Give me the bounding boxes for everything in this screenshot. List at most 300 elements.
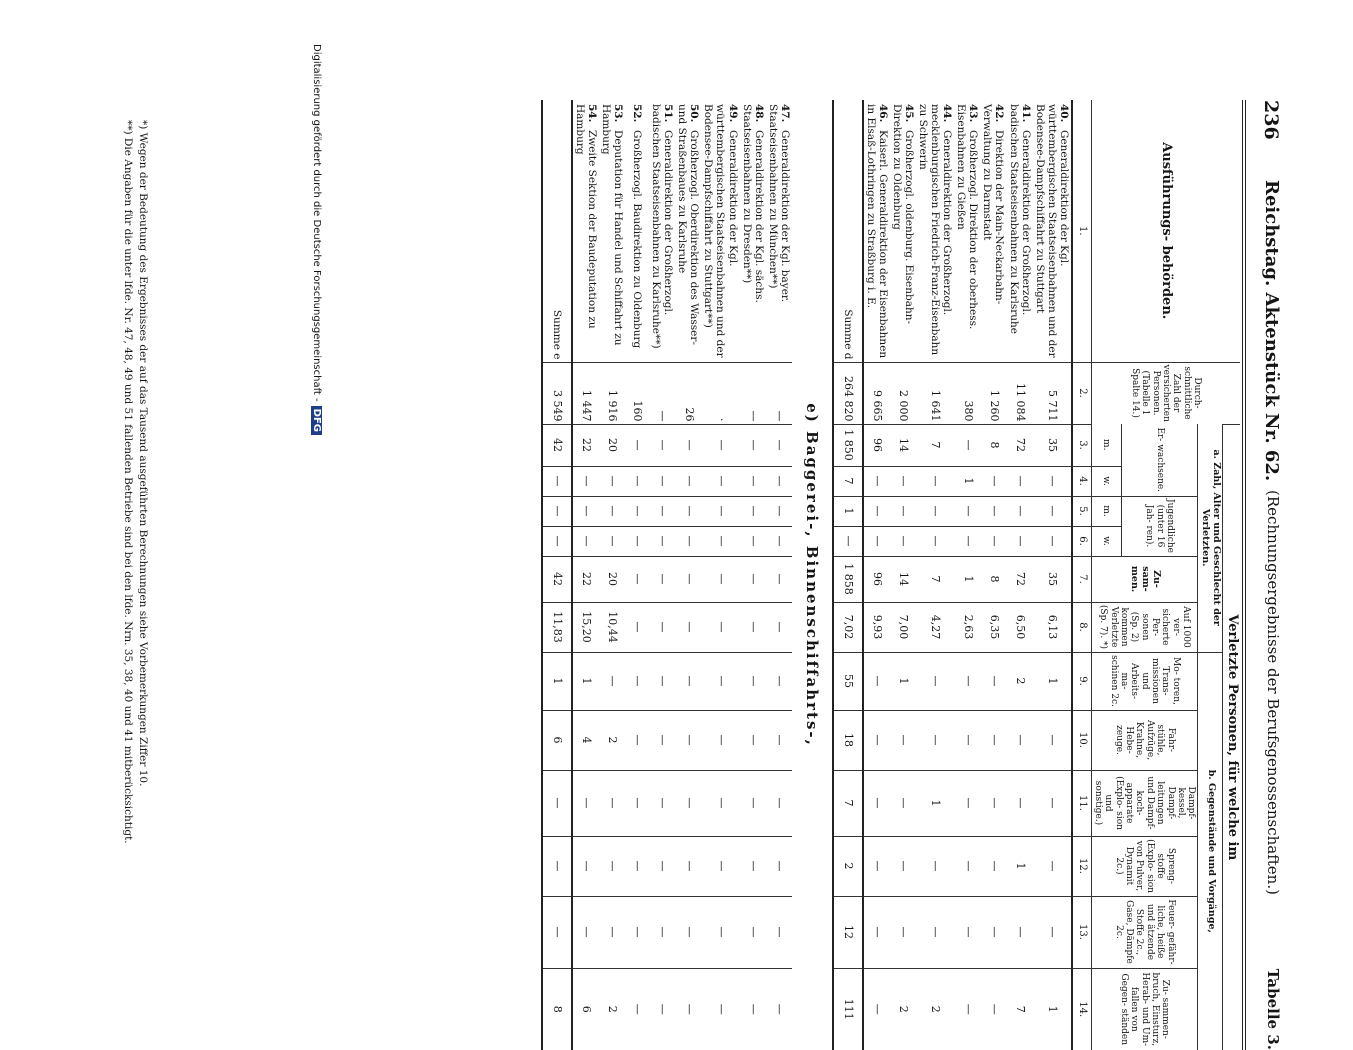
- cell-col-5: —: [766, 496, 792, 526]
- cell-col-5: 1: [833, 496, 863, 526]
- row-title: Direktion der Main-Neckarbahn-Verwaltung zu Darmstadt: [981, 104, 1006, 305]
- cell-col-14: —: [954, 968, 980, 1050]
- cell-col-13: —: [701, 896, 739, 968]
- cell-col-7: 22: [572, 556, 599, 602]
- cell-col-7: —: [649, 556, 675, 602]
- cell-col-12: —: [916, 836, 954, 896]
- cell-col-6: —: [542, 526, 572, 556]
- row-label: [1033, 100, 1072, 362]
- cell-col-9: —: [916, 652, 954, 710]
- column-number: 9.: [1072, 652, 1092, 710]
- cell-col-7: 20: [599, 556, 625, 602]
- cell-col-4: —: [649, 466, 675, 496]
- row-title: Summe e: [550, 309, 563, 360]
- cell-col-12: —: [1033, 836, 1072, 896]
- cell-col-10: —: [740, 710, 766, 770]
- row-label: [572, 100, 599, 362]
- cell-col-10: —: [625, 710, 649, 770]
- cell-col-14: 7: [1006, 968, 1032, 1050]
- cell-col-6: —: [740, 526, 766, 556]
- row-number: 44.: [941, 104, 954, 123]
- cell-col-14: —: [649, 968, 675, 1050]
- header-boilers: Dampf- kessel, Dampf- leitungen und Dampf- koch- apparate (Explo- sion und sonstige.): [1091, 770, 1197, 836]
- page-header: [1250, 100, 1286, 1050]
- cell-col-5: —: [701, 496, 739, 526]
- column-number: 14.: [1072, 968, 1092, 1050]
- sum-label: [833, 100, 863, 362]
- cell-col-10: —: [701, 710, 739, 770]
- cell-col-10: —: [675, 710, 701, 770]
- cell-col-9: —: [599, 652, 625, 710]
- cell-col-8: 15,20: [572, 602, 599, 652]
- table-row: [954, 100, 980, 1050]
- cell-col-11: —: [1033, 770, 1072, 836]
- cell-col-11: —: [740, 770, 766, 836]
- row-number: 50.: [688, 104, 701, 123]
- cell-col-14: 8: [542, 968, 572, 1050]
- cell-col-11: —: [625, 770, 649, 836]
- cell-col-12: —: [766, 836, 792, 896]
- cell-col-6: —: [1006, 526, 1032, 556]
- cell-col-10: 18: [833, 710, 863, 770]
- cell-col-2: 380: [954, 362, 980, 424]
- cell-col-10: —: [649, 710, 675, 770]
- row-number: 40.: [1057, 104, 1070, 123]
- row-number: 41.: [1019, 104, 1032, 123]
- row-label: [954, 100, 980, 362]
- header-hazardous: Feuer- gefähr- liche, heiße und ätzende Stoffe 2c., Gase, Dämpfe 2c.: [1091, 896, 1197, 968]
- footnote-2: **) Die Angaben für die unter lfde. Nr. 47, 48, 49 und 51 fallenden Betriebe sind bei den lfde. Nrn. 35, 38, 40 und 41 mitberücksichtigt.: [122, 120, 135, 844]
- cell-col-2: 5 711: [1033, 362, 1072, 424]
- page-number: 236: [1260, 100, 1282, 140]
- cell-col-2: —: [740, 362, 766, 424]
- cell-col-8: 2,63: [954, 602, 980, 652]
- row-title: Kaiserl. Generaldirektion der Eisenbahnen in Elsaß-Lothringen zu Straßburg i. E.: [864, 104, 889, 359]
- column-number: 3.: [1072, 424, 1092, 466]
- cell-col-2: 1 641: [916, 362, 954, 424]
- cell-col-4: —: [1006, 466, 1032, 496]
- cell-col-2: 3 549: [542, 362, 572, 424]
- cell-col-2: 160: [625, 362, 649, 424]
- row-title: Generaldirektion der Großherzogl. mecklenburgischen Friedrich-Franz-Eisenbahn zu Schwerin: [917, 104, 954, 356]
- table-label: Tabelle 3.: [1264, 968, 1282, 1050]
- row-label: [649, 100, 675, 362]
- cell-col-9: —: [740, 652, 766, 710]
- cell-col-2: —: [649, 362, 675, 424]
- cell-col-3: 35: [1033, 424, 1072, 466]
- table-row: [1006, 100, 1032, 1050]
- cell-col-11: —: [572, 770, 599, 836]
- header-adults: Er- wachsene.: [1121, 424, 1197, 496]
- cell-col-13: 12: [833, 896, 863, 968]
- cell-col-7: —: [701, 556, 739, 602]
- row-label: [890, 100, 916, 362]
- cell-col-10: —: [1033, 710, 1072, 770]
- cell-col-8: —: [701, 602, 739, 652]
- cell-col-5: —: [954, 496, 980, 526]
- cell-col-6: —: [833, 526, 863, 556]
- sum-row: [833, 100, 863, 1050]
- cell-col-13: —: [599, 896, 625, 968]
- row-number: 43.: [967, 104, 980, 123]
- cell-col-7: 35: [1033, 556, 1072, 602]
- cell-col-9: 55: [833, 652, 863, 710]
- cell-col-5: —: [675, 496, 701, 526]
- cell-col-3: —: [701, 424, 739, 466]
- cell-col-8: 6,13: [1033, 602, 1072, 652]
- row-title: Generaldirektion der Kgl. bayer. Staatseisenbahnen zu München**): [766, 104, 791, 303]
- cell-col-3: —: [649, 424, 675, 466]
- cell-col-6: —: [766, 526, 792, 556]
- cell-col-3: 1 850: [833, 424, 863, 466]
- cell-col-8: 7,02: [833, 602, 863, 652]
- cell-col-6: —: [954, 526, 980, 556]
- cell-col-3: 8: [980, 424, 1006, 466]
- table-row: [916, 100, 954, 1050]
- table-row: [649, 100, 675, 1050]
- cell-col-7: —: [625, 556, 649, 602]
- cell-col-13: —: [740, 896, 766, 968]
- page-subtitle: (Rechnungsergebnisse der Berufsgenossenschaften.): [1264, 490, 1282, 895]
- cell-col-5: —: [542, 496, 572, 526]
- cell-col-9: —: [649, 652, 675, 710]
- subgroup-header-a: a. Zahl, Alter und Geschlecht der Verletzten.: [1198, 424, 1223, 652]
- row-title: Generaldirektion der Kgl. sächs. Staatseisenbahnen zu Dresden**): [740, 104, 765, 303]
- row-title: Deputation für Handel und Schiffahrt zu Hamburg: [600, 104, 625, 346]
- cell-col-9: —: [766, 652, 792, 710]
- cell-col-3: —: [766, 424, 792, 466]
- cell-col-4: —: [863, 466, 890, 496]
- cell-col-12: —: [625, 836, 649, 896]
- cell-col-12: —: [890, 836, 916, 896]
- cell-col-7: 14: [890, 556, 916, 602]
- column-number: 11.: [1072, 770, 1092, 836]
- cell-col-13: —: [625, 896, 649, 968]
- page: [0, 40, 1300, 1050]
- group-header-injured: Verletzte Personen, für welche im: [1223, 424, 1240, 1050]
- cell-col-11: —: [890, 770, 916, 836]
- header-rule: [1242, 100, 1246, 1050]
- column-number: 6.: [1072, 526, 1092, 556]
- cell-col-7: 96: [863, 556, 890, 602]
- row-title: Generaldirektion der Großherzogl. badischen Staatseisenbahnen zu Karlsruhe**): [650, 104, 675, 349]
- cell-col-11: 7: [833, 770, 863, 836]
- table-row: [1033, 100, 1072, 1050]
- cell-col-5: —: [916, 496, 954, 526]
- cell-col-14: —: [701, 968, 739, 1050]
- cell-col-11: —: [649, 770, 675, 836]
- cell-col-4: 1: [954, 466, 980, 496]
- table-row: [766, 100, 792, 1050]
- cell-col-3: 22: [572, 424, 599, 466]
- cell-col-5: —: [1006, 496, 1032, 526]
- cell-col-6: —: [916, 526, 954, 556]
- header-juveniles: Jugendliche (unter 16 Jah- ren).: [1121, 496, 1197, 556]
- cell-col-5: —: [890, 496, 916, 526]
- cell-col-10: —: [916, 710, 954, 770]
- cell-col-3: 14: [890, 424, 916, 466]
- cell-col-4: —: [1033, 466, 1072, 496]
- cell-col-3: 20: [599, 424, 625, 466]
- column-number-row: [1072, 100, 1092, 1050]
- cell-col-10: 2: [599, 710, 625, 770]
- row-number: 47.: [778, 104, 791, 123]
- cell-col-9: 1: [1033, 652, 1072, 710]
- cell-col-7: 42: [542, 556, 572, 602]
- cell-col-10: —: [954, 710, 980, 770]
- cell-col-7: 8: [980, 556, 1006, 602]
- cell-col-12: —: [980, 836, 1006, 896]
- cell-col-9: 1: [542, 652, 572, 710]
- cell-col-2: 1 916: [599, 362, 625, 424]
- row-number: 46.: [876, 104, 889, 123]
- row-number: 48.: [752, 104, 765, 123]
- table-row: [863, 100, 890, 1050]
- row-label: [625, 100, 649, 362]
- digitization-note: [304, 40, 344, 1040]
- row-title: Großherzogl. Direktion der oberhess. Eisenbahnen zu Gießen: [955, 104, 980, 330]
- cell-col-13: —: [863, 896, 890, 968]
- cell-col-6: —: [701, 526, 739, 556]
- cell-col-14: —: [625, 968, 649, 1050]
- cell-col-7: 72: [1006, 556, 1032, 602]
- cell-col-14: 6: [572, 968, 599, 1050]
- cell-col-13: —: [916, 896, 954, 968]
- row-title: Generaldirektion der Großherzogl. badischen Staatseisenbahnen zu Karlsruhe: [1007, 104, 1032, 334]
- sum-row: [542, 100, 572, 1050]
- column-number: 7.: [1072, 556, 1092, 602]
- cell-col-10: —: [863, 710, 890, 770]
- cell-col-14: —: [675, 968, 701, 1050]
- cell-col-4: —: [572, 466, 599, 496]
- cell-col-14: —: [980, 968, 1006, 1050]
- row-number: 51.: [662, 104, 675, 123]
- cell-col-10: —: [766, 710, 792, 770]
- cell-col-9: —: [675, 652, 701, 710]
- table-row: [740, 100, 766, 1050]
- row-label: [766, 100, 792, 362]
- cell-col-4: —: [890, 466, 916, 496]
- column-number: 13.: [1072, 896, 1092, 968]
- table-row: [890, 100, 916, 1050]
- column-number: 2.: [1072, 362, 1092, 424]
- row-title: Generaldirektion der Kgl. württembergischen Staatseisenbahnen und der Bodensee-Dampfschiffahrt zu Stuttgart**): [702, 104, 739, 358]
- cell-col-12: —: [675, 836, 701, 896]
- cell-col-11: —: [980, 770, 1006, 836]
- cell-col-14: 2: [916, 968, 954, 1050]
- cell-col-7: —: [766, 556, 792, 602]
- cell-col-7: 1 858: [833, 556, 863, 602]
- cell-col-6: —: [625, 526, 649, 556]
- cell-col-2: —: [766, 362, 792, 424]
- header-m-adult: m.: [1091, 424, 1121, 466]
- row-number: 53.: [612, 104, 625, 123]
- cell-col-4: —: [766, 466, 792, 496]
- cell-col-9: 2: [1006, 652, 1032, 710]
- cell-col-5: —: [980, 496, 1006, 526]
- cell-col-5: —: [1033, 496, 1072, 526]
- cell-col-2: 9 665: [863, 362, 890, 424]
- row-number: 54.: [585, 104, 598, 123]
- cell-col-8: 6,35: [980, 602, 1006, 652]
- cell-col-12: —: [701, 836, 739, 896]
- cell-col-12: —: [649, 836, 675, 896]
- cell-col-12: 1: [1006, 836, 1032, 896]
- cell-col-3: 7: [916, 424, 954, 466]
- cell-col-11: —: [954, 770, 980, 836]
- cell-col-11: —: [863, 770, 890, 836]
- cell-col-14: 2: [599, 968, 625, 1050]
- header-motors: Mo- toren, Trans- missionen und Arbeits- ma- schinen 2c.: [1091, 652, 1197, 710]
- cell-col-8: 10,44: [599, 602, 625, 652]
- cell-col-13: —: [766, 896, 792, 968]
- cell-col-14: 111: [833, 968, 863, 1050]
- col-header-authorities: Ausführungs- behörden.: [1091, 100, 1240, 362]
- cell-col-8: 9,93: [863, 602, 890, 652]
- section-title: e) Baggerei-, Binnenschiffahrts-,: [803, 403, 822, 747]
- row-title: Großherzogl. Baudirektion zu Oldenburg: [631, 130, 644, 349]
- cell-col-6: —: [890, 526, 916, 556]
- cell-col-11: —: [701, 770, 739, 836]
- cell-col-13: —: [572, 896, 599, 968]
- cell-col-2: 11 084: [1006, 362, 1032, 424]
- digitization-text: Digitalisierung gefördert durch die Deutsche Forschungsgemeinschaft -: [311, 44, 322, 402]
- cell-col-14: 1: [1033, 968, 1072, 1050]
- table-row: [625, 100, 649, 1050]
- cell-col-9: —: [625, 652, 649, 710]
- cell-col-13: —: [542, 896, 572, 968]
- row-label: [740, 100, 766, 362]
- row-label: [980, 100, 1006, 362]
- cell-col-3: —: [675, 424, 701, 466]
- footnotes: [121, 120, 150, 1020]
- column-number: 4.: [1072, 466, 1092, 496]
- cell-col-13: —: [649, 896, 675, 968]
- cell-col-7: 1: [954, 556, 980, 602]
- cell-col-10: 4: [572, 710, 599, 770]
- header-w-adult: w.: [1091, 466, 1121, 496]
- cell-col-3: —: [954, 424, 980, 466]
- cell-col-8: 11,83: [542, 602, 572, 652]
- dfg-logo: DFG: [311, 406, 322, 435]
- data-table: [541, 100, 1240, 1050]
- cell-col-9: —: [701, 652, 739, 710]
- cell-col-12: —: [740, 836, 766, 896]
- row-label: [1006, 100, 1032, 362]
- cell-col-4: —: [542, 466, 572, 496]
- cell-col-7: —: [675, 556, 701, 602]
- cell-col-11: —: [675, 770, 701, 836]
- column-number: 1.: [1072, 100, 1092, 362]
- header-lifts: Fahr- stühle, Aufzüge, Krahne, Hebe- zeuge.: [1091, 710, 1197, 770]
- row-label: [675, 100, 701, 362]
- cell-col-4: 7: [833, 466, 863, 496]
- cell-col-8: 6,50: [1006, 602, 1032, 652]
- cell-col-4: —: [675, 466, 701, 496]
- cell-col-2: 2 000: [890, 362, 916, 424]
- row-number: 42.: [993, 104, 1006, 123]
- cell-col-6: —: [863, 526, 890, 556]
- cell-col-13: —: [954, 896, 980, 968]
- cell-col-11: —: [542, 770, 572, 836]
- header-collapse: Zu- sammen- bruch, Einsturz, Herab- und Um- fallen von Gegen- ständen: [1091, 968, 1197, 1050]
- cell-col-5: —: [863, 496, 890, 526]
- cell-col-3: 42: [542, 424, 572, 466]
- header-total: Zu- sam- men.: [1091, 556, 1197, 602]
- cell-col-8: 4,27: [916, 602, 954, 652]
- row-label: [701, 100, 739, 362]
- cell-col-13: —: [675, 896, 701, 968]
- cell-col-10: —: [980, 710, 1006, 770]
- footnote-1: *) Wegen der Bedeutung des Ergebnisses der auf das Tausend ausgeführten Berechnungen siehe Vorbemerkungen Ziffer 10.: [137, 120, 149, 787]
- column-number: 10.: [1072, 710, 1092, 770]
- cell-col-12: —: [599, 836, 625, 896]
- cell-col-5: —: [599, 496, 625, 526]
- cell-col-5: —: [625, 496, 649, 526]
- cell-col-4: —: [916, 466, 954, 496]
- row-title: Zweite Sektion der Baudeputation zu Hamburg: [573, 104, 598, 329]
- cell-col-11: —: [766, 770, 792, 836]
- section-row: [792, 100, 833, 1050]
- cell-col-8: —: [675, 602, 701, 652]
- cell-col-14: —: [766, 968, 792, 1050]
- column-number: 8.: [1072, 602, 1092, 652]
- cell-col-12: —: [542, 836, 572, 896]
- cell-col-9: —: [980, 652, 1006, 710]
- cell-col-13: —: [1006, 896, 1032, 968]
- header-w-juvenile: w.: [1091, 526, 1121, 556]
- table-row: [572, 100, 599, 1050]
- header-m-juvenile: m.: [1091, 496, 1121, 526]
- row-label: [599, 100, 625, 362]
- row-title: Generaldirektion der Kgl. württembergischen Staatseisenbahnen und der Bodensee-Dampfschiffahrt zu Stuttgart: [1033, 104, 1070, 358]
- cell-col-14: —: [740, 968, 766, 1050]
- row-title: Summe d: [841, 309, 854, 360]
- cell-col-5: —: [740, 496, 766, 526]
- col-header-insured: Durch- schnittliche Zahl der versicherten Personen. (Tabelle 1 Spalte 14.): [1091, 362, 1240, 424]
- cell-col-6: —: [675, 526, 701, 556]
- cell-col-5: —: [649, 496, 675, 526]
- cell-col-6: —: [649, 526, 675, 556]
- cell-col-6: —: [1033, 526, 1072, 556]
- header-explosives: Spreng- stoffe (Explo- sion von Pulver, Dynamit 2c.): [1091, 836, 1197, 896]
- table-row: [599, 100, 625, 1050]
- cell-col-6: —: [572, 526, 599, 556]
- table-row: [675, 100, 701, 1050]
- cell-col-2: 26: [675, 362, 701, 424]
- cell-col-11: —: [599, 770, 625, 836]
- cell-col-4: —: [980, 466, 1006, 496]
- running-title: Reichstag. Aktenstück Nr. 62.: [1261, 180, 1282, 482]
- cell-col-10: 6: [542, 710, 572, 770]
- cell-col-8: —: [766, 602, 792, 652]
- cell-col-12: —: [572, 836, 599, 896]
- cell-col-11: —: [1006, 770, 1032, 836]
- cell-col-13: —: [1033, 896, 1072, 968]
- cell-col-4: —: [625, 466, 649, 496]
- cell-col-9: —: [863, 652, 890, 710]
- table-row: [701, 100, 739, 1050]
- cell-col-4: —: [701, 466, 739, 496]
- row-number: 45.: [903, 104, 916, 123]
- cell-col-3: 96: [863, 424, 890, 466]
- column-number: 5.: [1072, 496, 1092, 526]
- cell-col-13: —: [980, 896, 1006, 968]
- cell-col-2: ·: [701, 362, 739, 424]
- row-number: 52.: [631, 104, 644, 123]
- cell-col-6: —: [599, 526, 625, 556]
- row-title: Großherzogl. oldenburg. Eisenbahn-Direktion zu Oldenburg: [890, 104, 916, 325]
